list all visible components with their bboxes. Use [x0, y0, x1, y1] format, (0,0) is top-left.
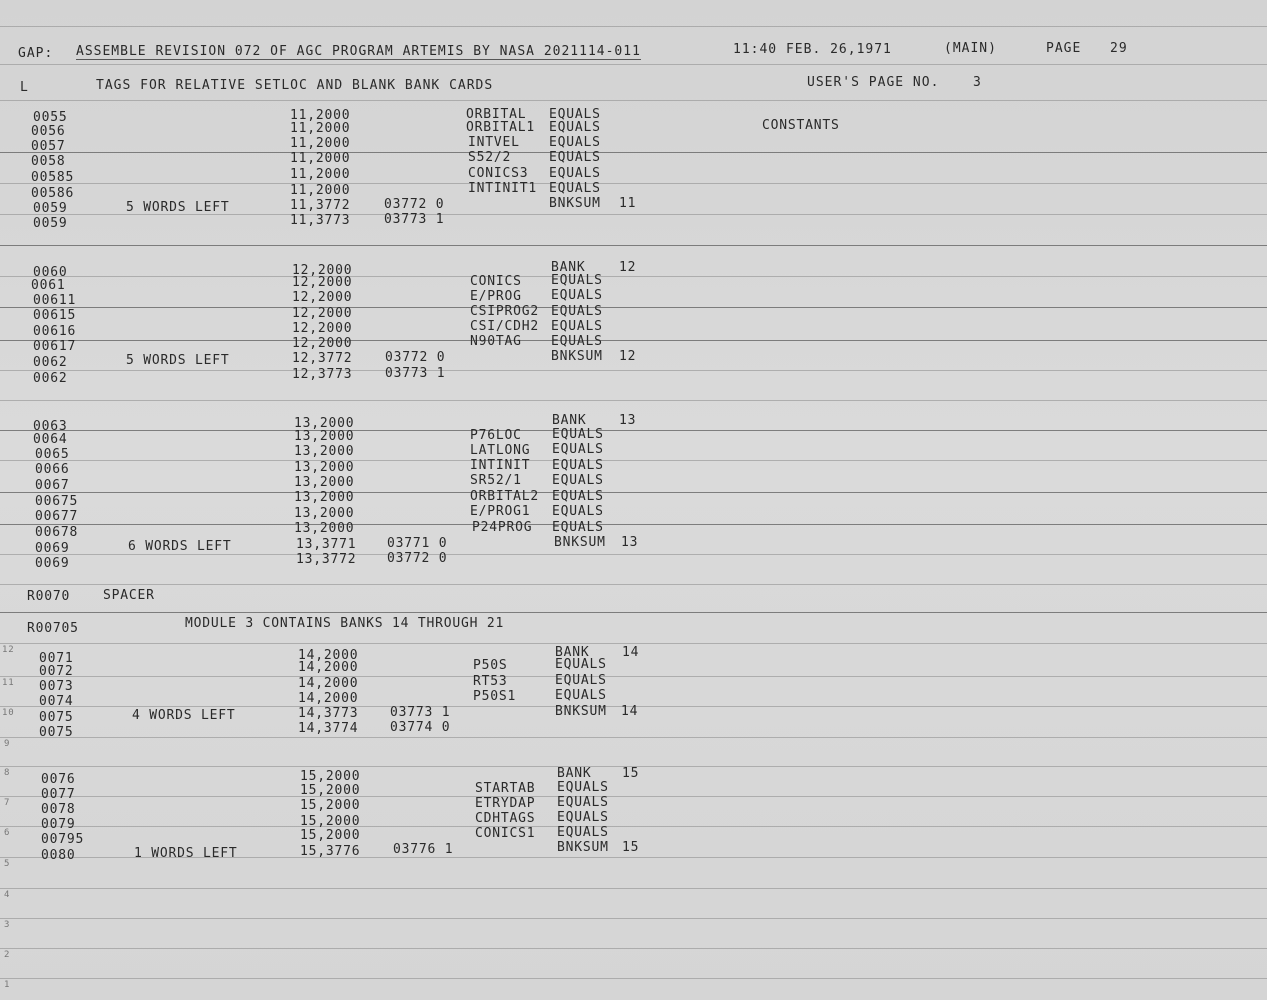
opcode: BNKSUM: [557, 840, 609, 855]
address: 13,2000: [294, 444, 355, 459]
operand: 13: [621, 535, 639, 550]
checksum: 03773 1: [385, 366, 446, 381]
address: 14,2000: [298, 660, 359, 675]
opcode: EQUALS: [549, 181, 601, 196]
line-number: 00586: [31, 186, 75, 201]
address: 14,2000: [298, 691, 359, 706]
address: 12,2000: [292, 275, 353, 290]
opcode: EQUALS: [552, 504, 604, 519]
opcode: EQUALS: [552, 442, 604, 457]
opcode: EQUALS: [557, 810, 609, 825]
address: 13,2000: [294, 490, 355, 505]
tag: CSI/CDH2: [470, 319, 540, 334]
address: 12,2000: [292, 290, 353, 305]
section-label: (MAIN): [944, 41, 997, 56]
opcode: EQUALS: [549, 150, 601, 165]
opcode: BANK: [555, 645, 590, 660]
listing-title: ASSEMBLE REVISION 072 OF AGC PROGRAM ARTEMIS BY NASA 2021114-011: [76, 44, 641, 59]
form-rule: [0, 430, 1267, 431]
tag: CSIPROG2: [470, 304, 540, 319]
section-heading: TAGS FOR RELATIVE SETLOC AND BLANK BANK CARDS: [96, 78, 494, 93]
line-number: 0062: [33, 371, 68, 386]
address: 12,3772: [292, 351, 353, 366]
checksum: 03773 1: [384, 212, 445, 227]
form-rule: [0, 888, 1267, 889]
page-number: 29: [1110, 41, 1128, 56]
margin-mark: 8: [4, 768, 11, 778]
form-rule: [0, 524, 1267, 525]
line-number: 00617: [33, 339, 77, 354]
operand: 15: [622, 766, 640, 781]
line-number: 00585: [31, 170, 75, 185]
tag: INTINIT1: [468, 181, 538, 196]
tag: CONICS: [470, 274, 522, 289]
line-number: 00678: [35, 525, 79, 540]
opcode: EQUALS: [549, 107, 601, 122]
operand: 14: [622, 645, 640, 660]
tag: ORBITAL1: [466, 120, 536, 135]
address: 15,2000: [300, 783, 361, 798]
checksum: 03773 1: [390, 705, 451, 720]
address: 11,2000: [290, 151, 351, 166]
line-number: 0056: [31, 124, 66, 139]
line-number: 0059: [33, 201, 68, 216]
tag: ORBITAL2: [470, 489, 540, 504]
users-page-label: USER'S PAGE NO.: [807, 75, 940, 90]
address: 15,2000: [300, 828, 361, 843]
line-number: 0061: [31, 278, 66, 293]
address: 13,2000: [294, 429, 355, 444]
margin-mark: 6: [4, 828, 11, 838]
opcode: BANK: [551, 260, 586, 275]
words-left-note: 1 WORDS LEFT: [134, 846, 238, 861]
operand: 12: [619, 349, 637, 364]
address: 11,2000: [290, 136, 351, 151]
address: 11,2000: [290, 183, 351, 198]
line-number: 0055: [33, 110, 68, 125]
margin-mark: 11: [2, 678, 15, 688]
opcode: BANK: [552, 413, 587, 428]
tag: P76LOC: [470, 428, 522, 443]
opcode: EQUALS: [549, 166, 601, 181]
address: 15,2000: [300, 814, 361, 829]
line-number: 0069: [35, 556, 70, 571]
line-number: 0072: [39, 664, 74, 679]
tag: RT53: [473, 674, 508, 689]
opcode: EQUALS: [557, 780, 609, 795]
address: 12,2000: [292, 263, 353, 278]
form-rule: [0, 340, 1267, 341]
operand: 14: [621, 704, 639, 719]
opcode: BNKSUM: [549, 196, 601, 211]
line-number: R00705: [27, 621, 79, 636]
opcode: EQUALS: [555, 688, 607, 703]
form-rule: [0, 918, 1267, 919]
checksum: 03772 0: [385, 350, 446, 365]
opcode: EQUALS: [551, 273, 603, 288]
address: 11,2000: [290, 167, 351, 182]
form-rule: [0, 612, 1267, 613]
tag: INTVEL: [468, 135, 520, 150]
margin-mark: 9: [4, 739, 11, 749]
tag: SR52/1: [470, 473, 522, 488]
address: 12,3773: [292, 367, 353, 382]
form-rule: [0, 245, 1267, 246]
opcode: EQUALS: [552, 473, 604, 488]
line-number: 0069: [35, 541, 70, 556]
line-number: 00677: [35, 509, 79, 524]
address: 13,3771: [296, 537, 357, 552]
address: 11,3773: [290, 213, 351, 228]
form-rule: [0, 152, 1267, 153]
form-rule: [0, 554, 1267, 555]
address: 13,2000: [294, 506, 355, 521]
form-rule: [0, 826, 1267, 827]
line-marker: L: [20, 80, 29, 95]
opcode: EQUALS: [555, 673, 607, 688]
line-number: 00616: [33, 324, 77, 339]
line-number: 0057: [31, 139, 66, 154]
line-number: 0064: [33, 432, 68, 447]
opcode: EQUALS: [551, 319, 603, 334]
form-rule: [0, 307, 1267, 308]
address: 13,2000: [294, 460, 355, 475]
line-number: 0077: [41, 787, 76, 802]
address: 15,2000: [300, 769, 361, 784]
tag: CONICS3: [468, 166, 529, 181]
checksum: 03771 0: [387, 536, 448, 551]
line-number: 0063: [33, 419, 68, 434]
line-number: 0075: [39, 725, 74, 740]
opcode: EQUALS: [552, 427, 604, 442]
line-number: 0065: [35, 447, 70, 462]
form-rule: [0, 64, 1267, 65]
line-number: 00795: [41, 832, 85, 847]
opcode: BNKSUM: [551, 349, 603, 364]
form-rule: [0, 584, 1267, 585]
line-number: 0067: [35, 478, 70, 493]
address: 15,2000: [300, 798, 361, 813]
line-number: 0060: [33, 265, 68, 280]
address: 11,2000: [290, 121, 351, 136]
opcode: BNKSUM: [555, 704, 607, 719]
operand: 13: [619, 413, 637, 428]
margin-mark: 4: [4, 890, 11, 900]
address: 14,3773: [298, 706, 359, 721]
address: 11,2000: [290, 108, 351, 123]
margin-mark: 10: [2, 708, 15, 718]
tag: INTINIT: [470, 458, 531, 473]
line-number: 0071: [39, 651, 74, 666]
tag: CONICS1: [475, 826, 536, 841]
address: 14,2000: [298, 676, 359, 691]
tag: CDHTAGS: [475, 811, 536, 826]
margin-mark: 5: [4, 859, 11, 869]
tag: E/PROG1: [470, 504, 531, 519]
opcode: BANK: [557, 766, 592, 781]
address: 13,2000: [294, 416, 355, 431]
address: 13,2000: [294, 475, 355, 490]
tag: ETRYDAP: [475, 796, 536, 811]
form-rule: [0, 492, 1267, 493]
form-rule: [0, 370, 1267, 371]
tag: N90TAG: [470, 334, 522, 349]
tag: S52/2: [468, 150, 512, 165]
operand: 11: [619, 196, 637, 211]
form-rule: [0, 100, 1267, 101]
words-left-note: 4 WORDS LEFT: [132, 708, 236, 723]
line-number: 00615: [33, 308, 77, 323]
words-left-note: 6 WORDS LEFT: [128, 539, 232, 554]
address: 12,2000: [292, 306, 353, 321]
address: 15,3776: [300, 844, 361, 859]
tag: STARTAB: [475, 781, 536, 796]
form-rule: [0, 978, 1267, 979]
tag: P50S1: [473, 689, 517, 704]
checksum: 03772 0: [384, 197, 445, 212]
line-number: 0075: [39, 710, 74, 725]
tag: ORBITAL: [466, 107, 527, 122]
address: 12,2000: [292, 336, 353, 351]
line-number: 0058: [31, 154, 66, 169]
form-rule: [0, 183, 1267, 184]
tag: LATLONG: [470, 443, 531, 458]
address: 14,3774: [298, 721, 359, 736]
module-note: MODULE 3 CONTAINS BANKS 14 THROUGH 21: [185, 616, 505, 631]
line-number: 0076: [41, 772, 76, 787]
spacer-note: SPACER: [103, 588, 155, 603]
margin-mark: 2: [4, 950, 11, 960]
opcode: EQUALS: [551, 304, 603, 319]
margin-mark: 7: [4, 798, 11, 808]
margin-mark: 3: [4, 920, 11, 930]
gap-label: GAP:: [18, 46, 54, 61]
address: 13,3772: [296, 552, 357, 567]
line-number: 00675: [35, 494, 79, 509]
line-number: 0062: [33, 355, 68, 370]
tag: P50S: [473, 658, 508, 673]
line-number: 0059: [33, 216, 68, 231]
line-number: R0070: [27, 589, 71, 604]
margin-mark: 12: [2, 645, 15, 655]
form-rule: [0, 737, 1267, 738]
opcode: EQUALS: [549, 135, 601, 150]
address: 13,2000: [294, 521, 355, 536]
users-page-number: 3: [973, 75, 982, 90]
constants-label: CONSTANTS: [762, 118, 840, 133]
operand: 12: [619, 260, 637, 275]
opcode: BNKSUM: [554, 535, 606, 550]
form-rule: [0, 796, 1267, 797]
opcode: EQUALS: [555, 657, 607, 672]
line-number: 0078: [41, 802, 76, 817]
page-label: PAGE: [1046, 41, 1082, 56]
line-number: 0066: [35, 462, 70, 477]
tag: E/PROG: [470, 289, 522, 304]
form-rule: [0, 26, 1267, 27]
opcode: EQUALS: [551, 288, 603, 303]
opcode: EQUALS: [549, 120, 601, 135]
listing-timestamp: 11:40 FEB. 26,1971: [733, 42, 892, 57]
opcode: EQUALS: [552, 520, 604, 535]
form-rule: [0, 643, 1267, 644]
address: 11,3772: [290, 198, 351, 213]
checksum: 03772 0: [387, 551, 448, 566]
address: 12,2000: [292, 321, 353, 336]
form-rule: [0, 676, 1267, 677]
checksum: 03776 1: [393, 842, 454, 857]
tag: P24PROG: [472, 520, 533, 535]
opcode: EQUALS: [552, 458, 604, 473]
margin-mark: 1: [4, 980, 11, 990]
form-rule: [0, 460, 1267, 461]
line-number: 0079: [41, 817, 76, 832]
operand: 15: [622, 840, 640, 855]
words-left-note: 5 WORDS LEFT: [126, 353, 230, 368]
opcode: EQUALS: [552, 489, 604, 504]
line-number: 0080: [41, 848, 76, 863]
checksum: 03774 0: [390, 720, 451, 735]
opcode: EQUALS: [551, 334, 603, 349]
opcode: EQUALS: [557, 795, 609, 810]
form-rule: [0, 276, 1267, 277]
line-number: 0073: [39, 679, 74, 694]
form-rule: [0, 948, 1267, 949]
line-number: 0074: [39, 694, 74, 709]
words-left-note: 5 WORDS LEFT: [126, 200, 230, 215]
form-rule: [0, 400, 1267, 401]
opcode: EQUALS: [557, 825, 609, 840]
line-number: 00611: [33, 293, 77, 308]
address: 14,2000: [298, 648, 359, 663]
